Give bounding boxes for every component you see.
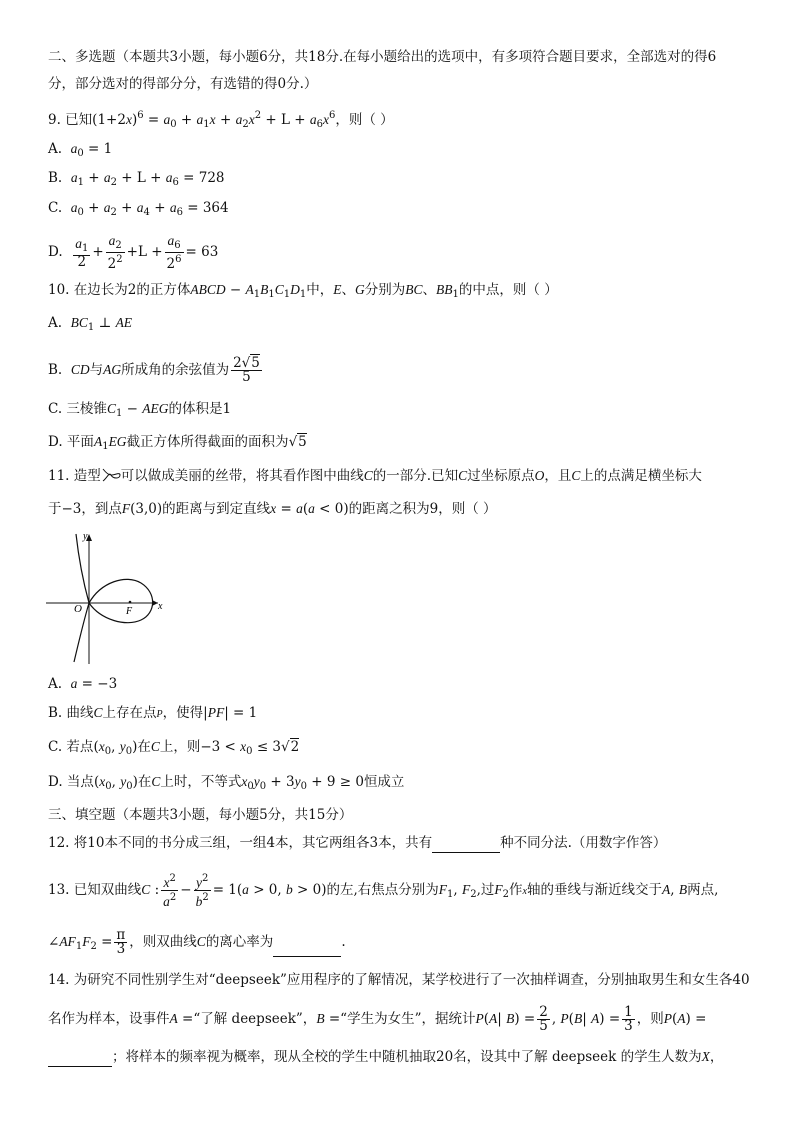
q9-option-d: D. $\frac{a_1}{2}$ + $\frac{a_2}{2^2}$ +L + $\frac{a_6}{2^6}$ = 63: [48, 233, 219, 272]
q10-option-b: B. CD与AG所成角的余弦值为 $\frac{2√5}{5}$: [48, 355, 260, 385]
graph-label-origin: O: [74, 603, 82, 615]
q9-option-c: C. $a_0 + a_2 + a_4 + a_6 = 364$: [48, 200, 229, 218]
q10-option-c: C. 三棱锥$C_1$ − AEG的体积是1: [48, 401, 232, 419]
section2-line1: 二、多选题（本题共3小题，每小题6分，共18分.在每小题给出的选项中，有多项符合题目要求，全部选对的得6: [48, 49, 717, 65]
q12-text: 12. 将10本不同的书分成三组，一组4本，其它两组各3本，共有 种不同分法.（用数字作答）: [48, 835, 667, 851]
graph-label-x: x: [158, 601, 163, 612]
q11-option-b: B. 曲线C上存在点P，使得|PF| = 1: [48, 705, 258, 721]
q11-option-a: A. a = −3: [48, 676, 118, 692]
q14-answer-blank[interactable]: [48, 1050, 112, 1067]
q11-stem-line1: 11. 造型 可以做成美丽的丝带，将其看作图中曲线C的一部分.已知C过坐标原点O，且C上的点满足横坐标大: [48, 468, 702, 484]
q14-line1: 14. 为研究不同性别学生对“deepseek”应用程序的了解情况，某学校进行了一次抽样调查，分别抽取男生和女生各40: [48, 972, 750, 988]
q13-line1: 13. 已知双曲线C : $\frac{x^2}{a^2}$ − $\frac{y^2}{b^2}$ = 1(a > 0, b > 0)的左,右焦点分别为$F_1$, $F_2$,过$F_2$作x轴的垂线与渐近线交于A, B两点,: [48, 873, 719, 909]
graph-label-focus: F: [126, 606, 133, 617]
q13-line2: $\angle AF_1F_2$ = $\frac{\pi}{3}$ ，则双曲线C的离心率为 .: [48, 927, 346, 957]
q9-option-b: B. $a_1 + a_2 + L + a_6 = 728$: [48, 170, 225, 188]
q12-answer-blank[interactable]: [432, 836, 500, 853]
q13-answer-blank[interactable]: [273, 940, 341, 957]
q11-option-c: C. 若点($x_0$, $y_0$)在C上，则$-3 < x_0 \le 3√2$: [48, 739, 300, 757]
q10-option-d: D. 平面$A_1EG$截正方体所得截面的面积为√5: [48, 434, 307, 452]
q14-line3: ；将样本的频率视为概率，现从全校的学生中随机抽取20名，设其中了解 deepseek 的学生人数为X，: [48, 1047, 723, 1067]
q11-option-d: D. 当点($x_0$, $y_0$)在C上时，不等式$x_0y_0 + 3y_0 + 9 \ge 0$恒成立: [48, 774, 405, 792]
q11-stem-line2: 于−3，到点F(3,0)的距离与到定直线x = a(a < 0)的距离之积为9，则（ ）: [48, 501, 497, 517]
ribbon-shape-icon: [101, 468, 121, 482]
graph-label-y: y: [83, 531, 88, 542]
curve-graph: [46, 530, 176, 665]
q9-option-a: A. $a_0 = 1$: [48, 141, 113, 159]
section3-heading: 三、填空题（本题共3小题，每小题5分，共15分）: [48, 807, 353, 823]
section2-line2: 分，部分选对的得部分分，有选错的得0分.）: [48, 76, 318, 92]
q14-line2: 名作为样本，设事件A =“了解 deepseek”，B =“学生为女生”，据统计P(A| B) = $\frac{2}{5}$ , P(B| A) = $\frac{1}{3}$ ，则P(A) =: [48, 1004, 707, 1034]
q10-option-a: A. $BC_1$ ⊥ AE: [48, 315, 133, 333]
q10-stem: 10. 在边长为2的正方体ABCD − $A_1B_1C_1D_1$中，E、G分别为BC、$BB_1$的中点，则（ ）: [48, 282, 558, 300]
q9-stem: 9. 已知$(1+2x)^6 = a_0 + a_1x + a_2x^2 + L + a_6x^6$，则（ ）: [48, 110, 394, 130]
